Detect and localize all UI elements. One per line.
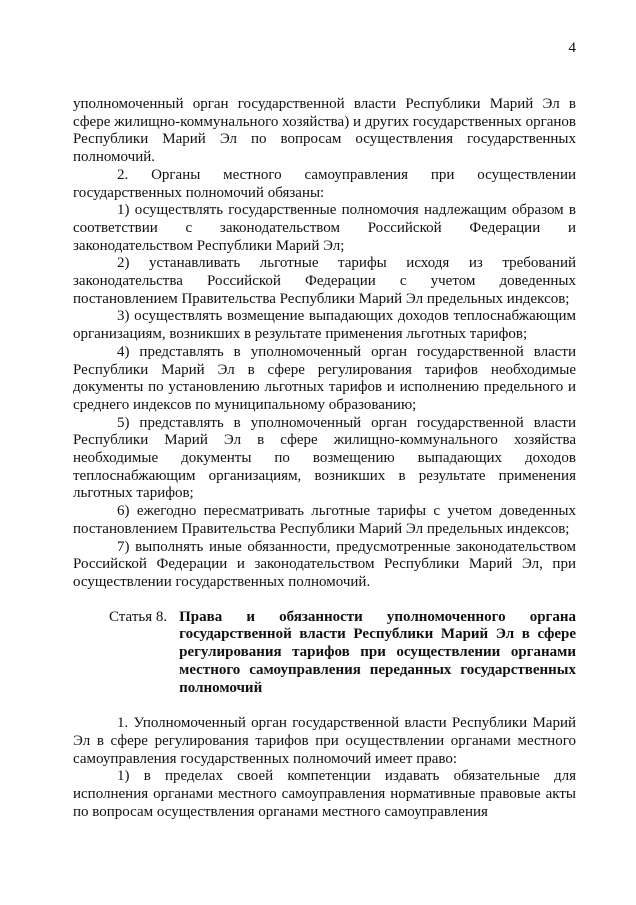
list-item-4: 4) представлять в уполномоченный орган государственной власти Республики Марий Эл в сфере регулирования тарифов необходимые документы по установлению льготных тарифов и исполнению предельного и среднего индексов по муниципальному образованию; [73, 343, 576, 413]
list-item-7: 7) выполнять иные обязанности, предусмотренные законодательством Российской Федерации и законодательством Республики Марий Эл, при осуществлении государственных полномочий. [73, 538, 576, 590]
list-item-6: 6) ежегодно пересматривать льготные тарифы с учетом доведенных постановлением Правительства Республики Марий Эл предельных индексов; [73, 503, 576, 537]
list-item-3: 3) осуществлять возмещение выпадающих доходов теплоснабжающим организациям, возникших в результате применения льготных тарифов; [73, 308, 576, 343]
list-item-1: 1) осуществлять государственные полномочия надлежащим образом в соответствии с законодательством Российской Федерации и законодательством Республики Марий Эл; [73, 202, 576, 254]
paragraph-item-1: 1. Уполномоченный орган государственной власти Республики Марий Эл в сфере регулирования тарифов при осуществлении органами местного самоуправления государственных полномочий имеет право: [73, 715, 576, 767]
paragraph-continuation: уполномоченный орган государственной власти Республики Марий Эл в сфере жилищно-коммунального хозяйства) и других государственных органов Республики Марий Эл по вопросам осуществления государственных полномочий. [73, 96, 576, 166]
list-item-5: 5) представлять в уполномоченный орган государственной власти Республики Марий Эл в сфере жилищно-коммунального хозяйства необходимые документы по возмещению выпадающих доходов теплоснабжающим организациям, возникших в результате применения льготных тарифов; [73, 414, 576, 502]
document-body [73, 96, 576, 821]
article-heading [73, 609, 576, 698]
page-number: 4 [568, 40, 576, 56]
list-item-1-rights: 1) в пределах своей компетенции издавать обязательные для исполнения органами местного самоуправления нормативные правовые акты по вопросам осуществления органами местного самоуправления [73, 768, 576, 820]
list-item-2: 2) устанавливать льготные тарифы исходя из требований законодательства Российской Федерации с учетом доведенных постановлением Правительства Республики Марий Эл предельных индексов; [73, 255, 576, 307]
paragraph-item-2: 2. Органы местного самоуправления при осуществлении государственных полномочий обязаны: [73, 166, 576, 201]
article-label: Статья 8. [109, 608, 168, 625]
article-title: Права и обязанности уполномоченного органа государственной власти Республики Марий Эл в сфере регулирования тарифов при осуществлении органами местного самоуправления переданных государственных полномочий [179, 608, 576, 696]
